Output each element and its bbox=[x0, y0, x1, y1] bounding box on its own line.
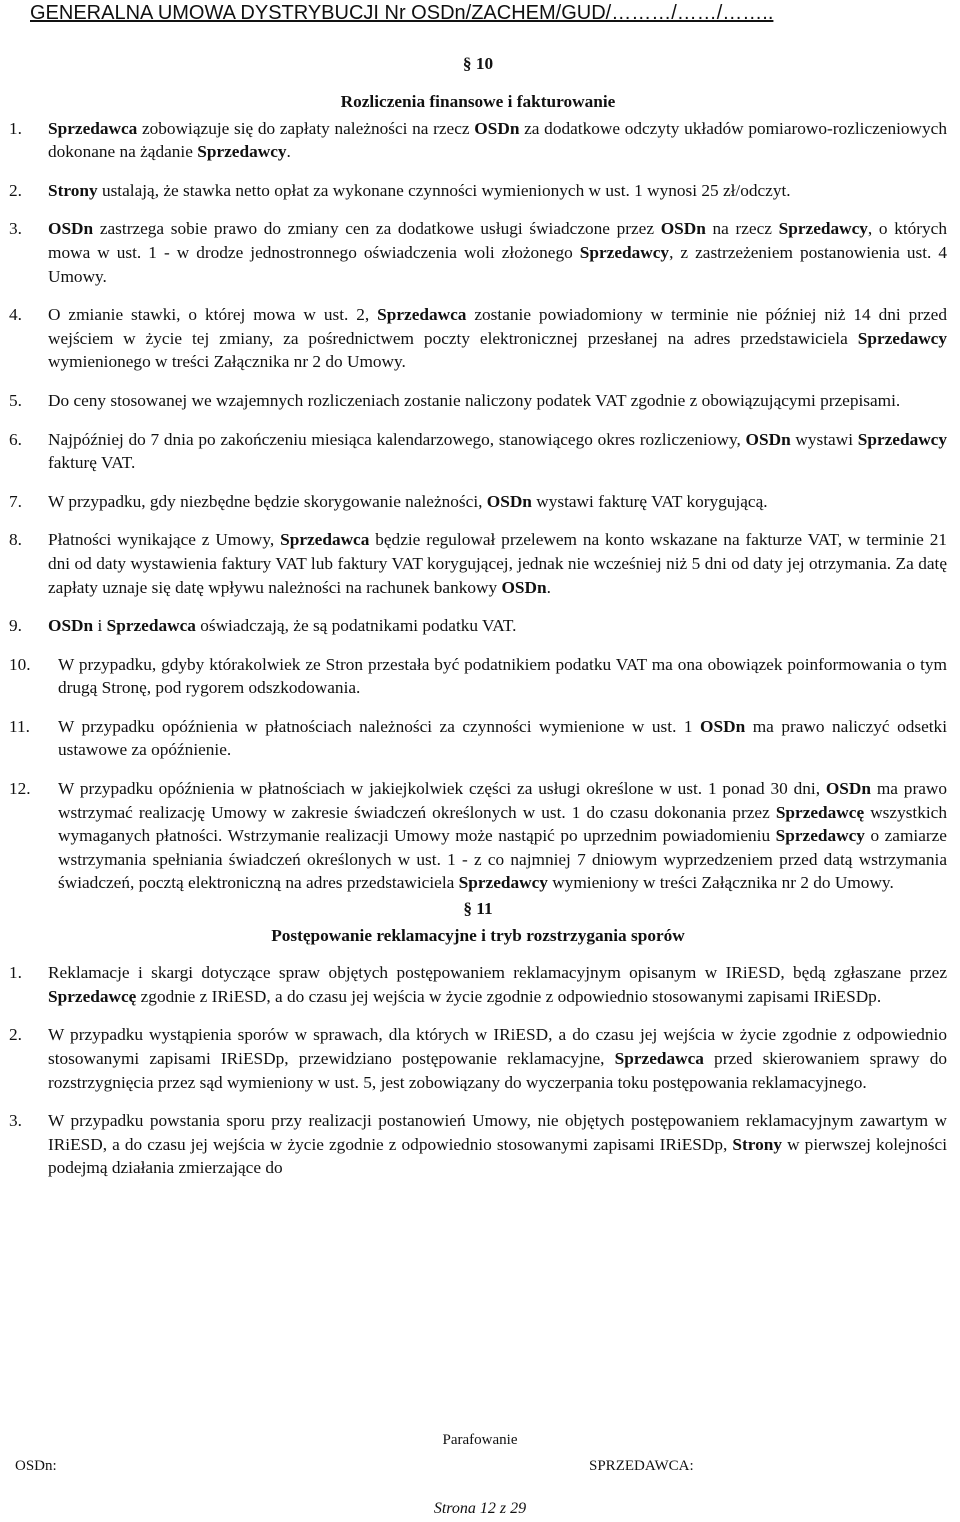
item-number: 2. bbox=[9, 1025, 22, 1045]
item-text: W przypadku opóźnienia w płatnościach należności za czynności wymienione w ust. 1 OSDn ma prawo naliczyć odsetki ustawowe za opóźnienie. bbox=[58, 716, 947, 760]
item-text: Sprzedawca zobowiązuje się do zapłaty należności na rzecz OSDn za dodatkowe odczyty układów pomiarowo-rozliczeniowych dokonane na żądanie Sprzedawcy. bbox=[48, 118, 947, 162]
item-text: W przypadku, gdyby którakolwiek ze Stron przestała być podatnikiem podatku VAT ma ona obowiązek poinformowania o tym drugą Stronę, pod rygorem odszkodowania. bbox=[58, 654, 947, 698]
item-text: W przypadku wystąpienia sporów w sprawach, dla których w IRiESD, a do czasu jej wejścia w życie zgodnie z odpowiednio stosowanymi zapisami IRiESDp, przewidziano postępowanie reklamacyjne, Sprzedawca przed skierowaniem sprawy do rozstrzygnięcia przez sąd wymieniony w ust. 5, jest zobowiązany do wyczerpania toku postępowania reklamacyjnego. bbox=[48, 1025, 947, 1092]
list-item bbox=[9, 777, 947, 895]
item-number: 8. bbox=[9, 530, 22, 550]
item-text: Reklamacje i skargi dotyczące spraw objętych postępowaniem reklamacyjnym opisanym w IRiESD, będą zgłaszane przez Sprzedawcę zgodnie z IRiESD, a do czasu jej wejścia w życie zgodnie z odpowiednio stosowanymi zapisami IRiESDp. bbox=[48, 963, 947, 1006]
item-text: W przypadku powstania sporu przy realizacji postanowień Umowy, nie objętych postępowaniem reklamacyjnym zawartym w IRiESD, a do czasu jej wejścia w życie zgodnie z odpowiednio stosowanymi zapisami IRiESDp, Strony w pierwszej kolejności podejmą działania zmierzające do bbox=[48, 1111, 948, 1178]
item-number: 1. bbox=[9, 963, 22, 983]
list-item bbox=[9, 653, 947, 700]
list-item bbox=[9, 1023, 947, 1094]
list-item bbox=[9, 961, 947, 1008]
list-item bbox=[9, 179, 947, 203]
list-item bbox=[9, 428, 947, 475]
section-10-title: Rozliczenia finansowe i fakturowanie bbox=[340, 92, 616, 111]
item-text: Strony ustalają, że stawka netto opłat za wykonane czynności wymienionych w ust. 1 wynosi 25 zł/odczyt. bbox=[48, 180, 791, 200]
list-item bbox=[9, 1109, 947, 1180]
item-text: Najpóźniej do 7 dnia po zakończeniu miesiąca kalendarzowego, stanowiącego okres rozliczeniowy, OSDn wystawi Sprzedawcy fakturę VAT. bbox=[48, 429, 947, 473]
section-11-title: Postępowanie reklamacyjne i tryb rozstrzygania sporów bbox=[271, 925, 685, 945]
document-body bbox=[9, 52, 947, 1195]
section-10-number: § 10 bbox=[462, 54, 494, 73]
item-text: OSDn zastrzega sobie prawo do zmiany cen za dodatkowe usługi świadczone przez OSDn na rzecz Sprzedawcy, o których mowa w ust. 1 - w drodze jednostronnego oświadczenia woli złożonego Sprzedawcy, z zastrzeżeniem postanowienia ust. 4 Umowy. bbox=[48, 219, 948, 286]
initialing-label: Parafowanie bbox=[442, 1432, 518, 1448]
list-item bbox=[9, 389, 947, 413]
page-number: Strona 12 z 29 bbox=[433, 1500, 527, 1517]
section-11-number: § 11 bbox=[463, 899, 493, 919]
item-text: W przypadku, gdy niezbędne będzie skorygowanie należności, OSDn wystawi fakturę VAT korygującą. bbox=[48, 491, 768, 511]
signature-label-osdn: OSDn: bbox=[15, 1458, 57, 1474]
list-item bbox=[9, 715, 947, 762]
item-number: 11. bbox=[9, 716, 30, 736]
item-number: 3. bbox=[9, 1111, 22, 1131]
item-number: 10. bbox=[9, 654, 31, 674]
item-number: 9. bbox=[9, 616, 22, 636]
list-item bbox=[9, 303, 947, 374]
item-number: 12. bbox=[9, 779, 31, 799]
list-item bbox=[9, 217, 947, 288]
item-number: 4. bbox=[9, 305, 22, 325]
item-number: 7. bbox=[9, 491, 22, 511]
item-text: Do ceny stosowanej we wzajemnych rozliczeniach zostanie naliczony podatek VAT zgodnie z obowiązującymi przepisami. bbox=[48, 390, 901, 410]
item-number: 5. bbox=[9, 390, 22, 410]
list-item bbox=[9, 490, 947, 514]
item-number: 2. bbox=[9, 180, 22, 200]
item-text: O zmianie stawki, o której mowa w ust. 2, Sprzedawca zostanie powiadomiony w terminie nie później niż 14 dni przed wejściem w życie tej zmiany, za pośrednictwem poczty elektronicznej przesłanej na adres przedstawiciela Sprzedawcy wymienionego w treści Załącznika nr 2 do Umowy. bbox=[48, 305, 947, 372]
item-text: W przypadku opóźnienia w płatnościach w jakiejkolwiek części za usługi określone w ust. 1 ponad 30 dni, OSDn ma prawo wstrzymać realizację Umowy w zakresie świadczeń określonych w ust. 1 do czasu dokonania przez Sprzedawcę wszystkich wymaganych płatności. Wstrzymanie realizacji Umowy może nastąpić po uprzednim powiadomieniu Sprzedawcy o zamiarze wstrzymania spełniania świadczeń określonych w ust. 1 - z co najmniej 7 dniowym wyprzedzeniem przed datą wstrzymania świadczeń, pocztą elektroniczną na adres przedstawiciela Sprzedawcy wymieniony w treści Załącznika nr 2 do Umowy. bbox=[58, 779, 947, 893]
item-text: OSDn i Sprzedawca oświadczają, że są podatnikami podatku VAT. bbox=[48, 616, 517, 636]
list-item bbox=[9, 117, 947, 164]
signature-label-seller: SPRZEDAWCA: bbox=[589, 1458, 694, 1474]
item-number: 1. bbox=[9, 118, 22, 138]
list-item bbox=[9, 614, 947, 638]
item-number: 3. bbox=[9, 219, 22, 239]
item-text: Płatności wynikające z Umowy, Sprzedawca będzie regulował przelewem na konto wskazane na fakturze VAT, w terminie 21 dni od daty wystawienia faktury VAT lub faktury VAT korygującej, jednak nie wcześniej niż 5 dni od daty jej otrzymania. Za datę zapłaty uznaje się datę wpływu należności na rachunek bankowy OSDn. bbox=[48, 530, 948, 597]
item-number: 6. bbox=[9, 429, 22, 449]
list-item bbox=[9, 528, 947, 599]
document-header: GENERALNA UMOWA DYSTRYBUCJI Nr OSDn/ZACHEM/GUD/………/……/…….. bbox=[30, 2, 774, 24]
